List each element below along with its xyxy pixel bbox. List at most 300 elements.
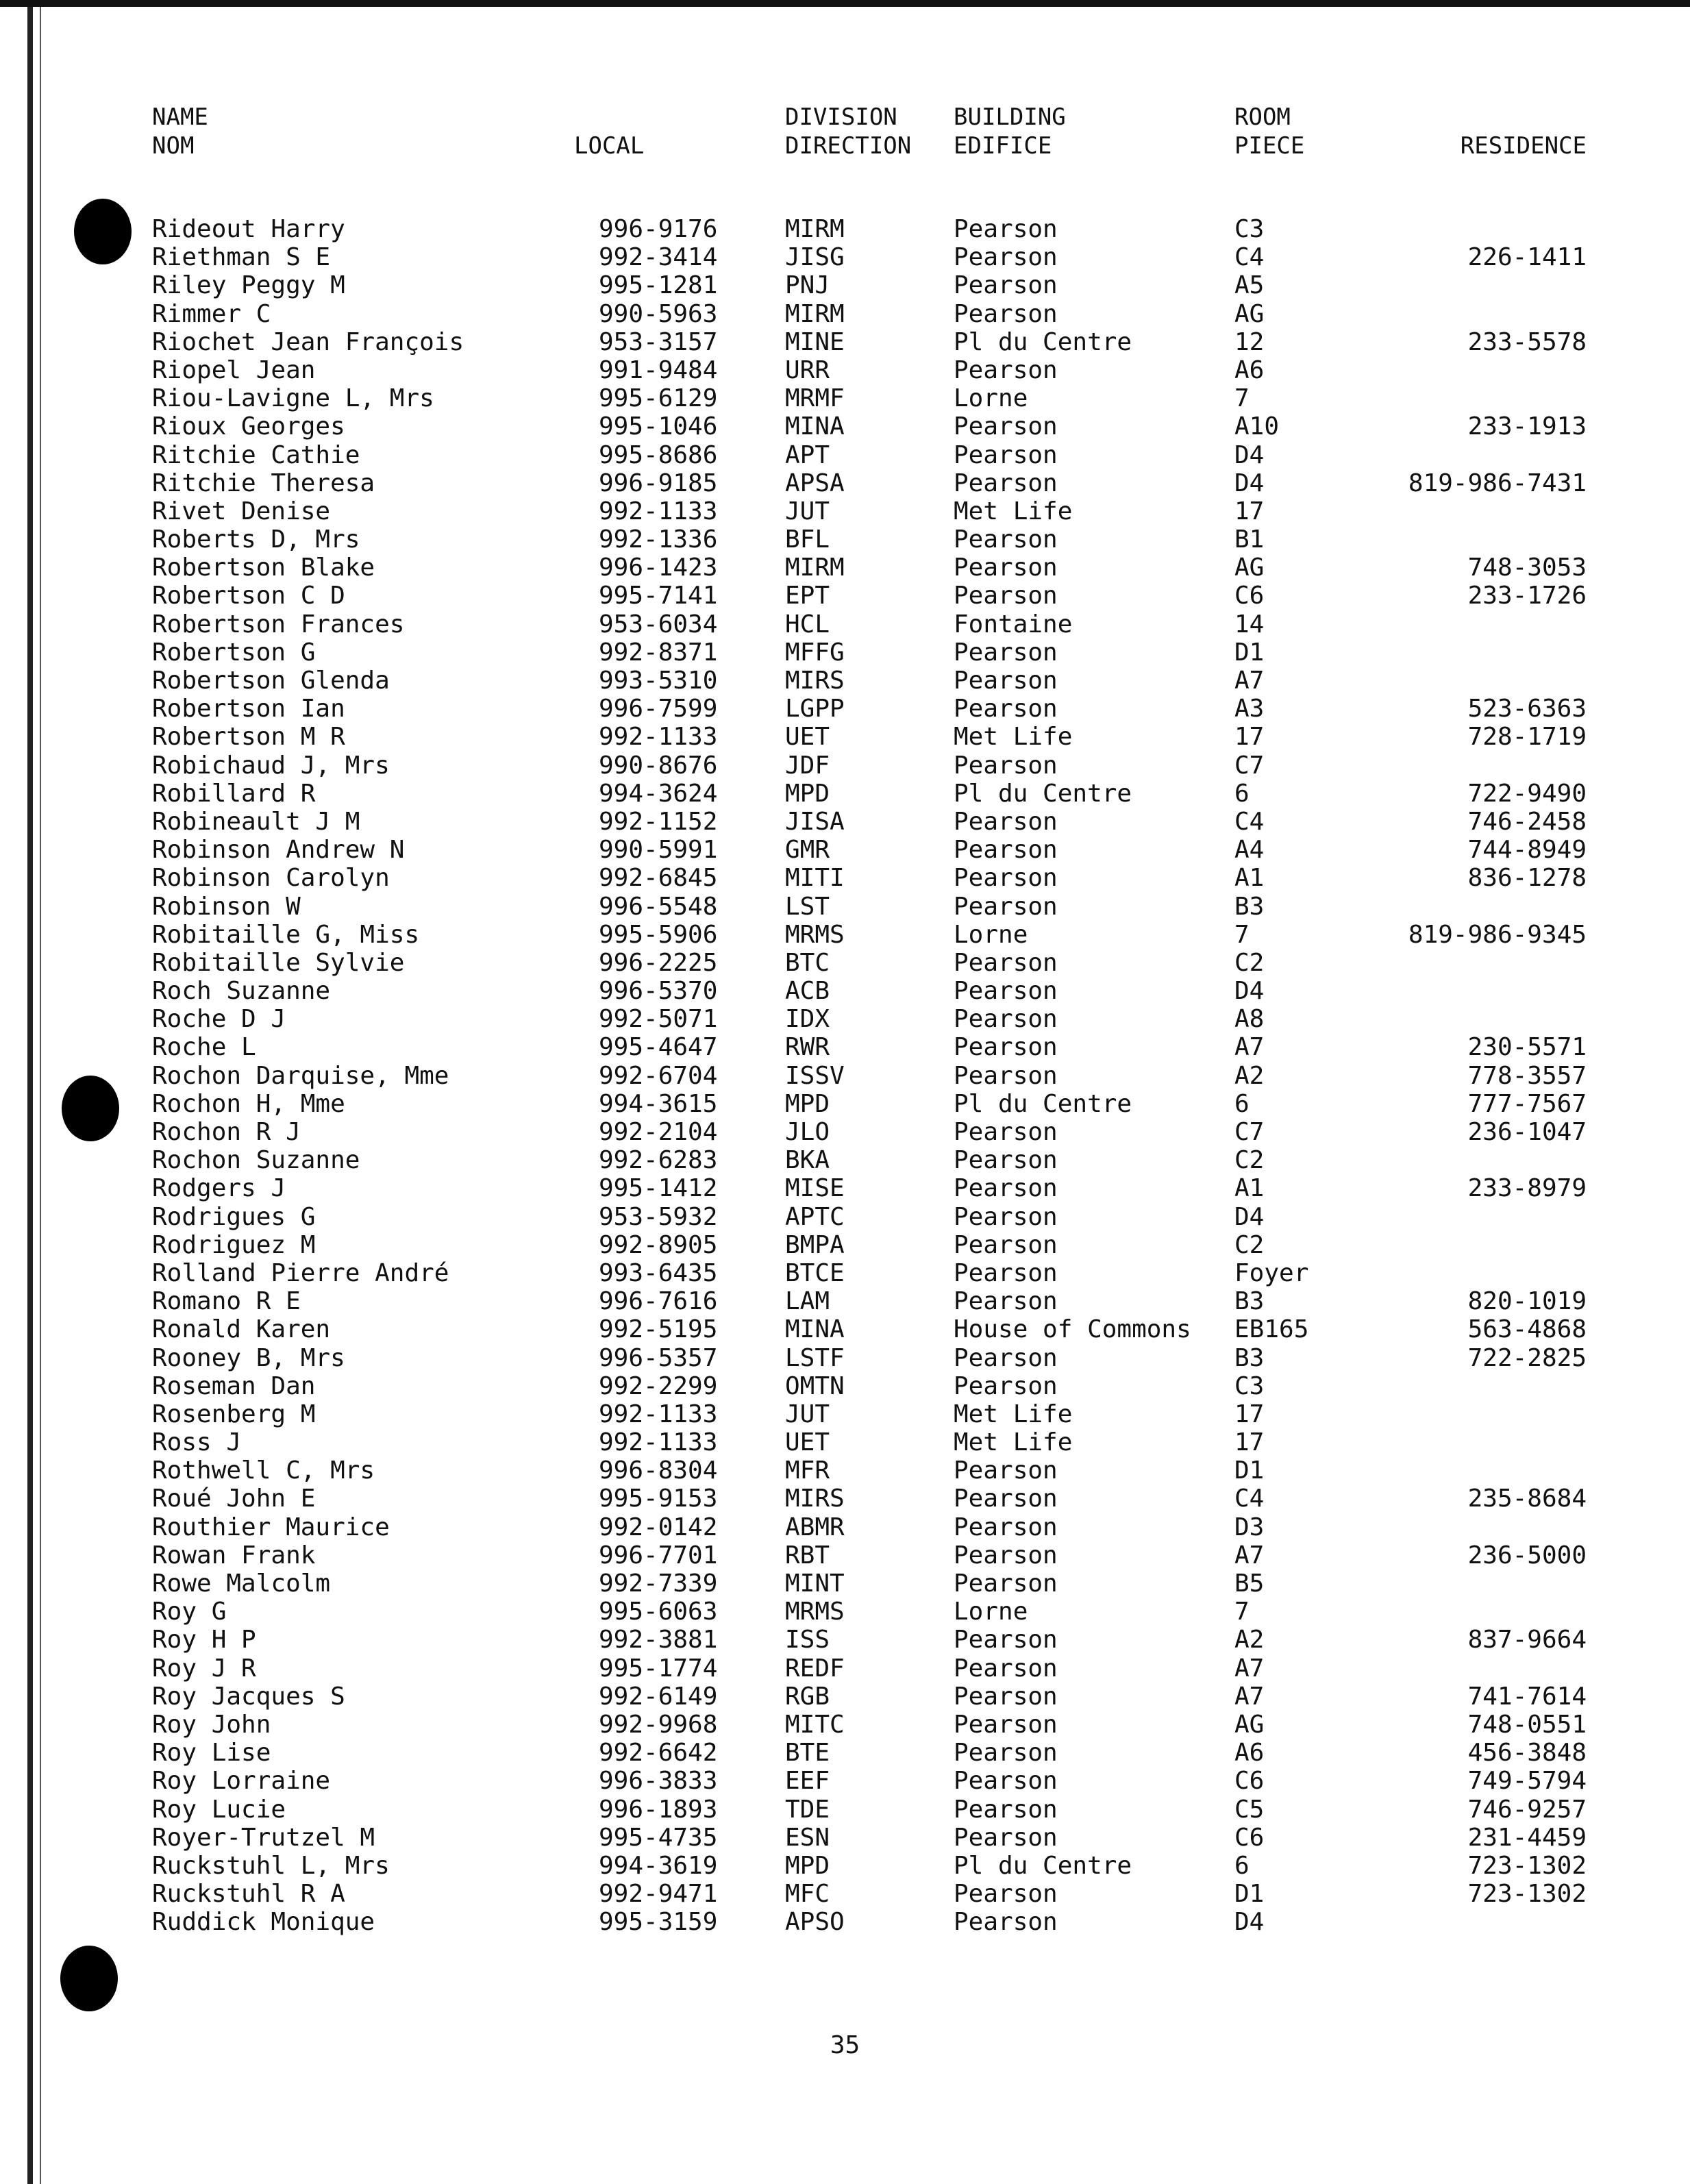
cell-room: B5: [1234, 1569, 1265, 1598]
table-row: [0, 1541, 1690, 1569]
cell-building: Pearson: [954, 299, 1058, 328]
table-row: [0, 893, 1690, 921]
cell-room: C7: [1234, 751, 1265, 780]
cell-building: Pearson: [954, 582, 1058, 610]
cell-name: Robertson C D: [152, 582, 345, 610]
cell-building: Lorne: [954, 1598, 1028, 1626]
cell-room: C4: [1234, 243, 1265, 272]
cell-residence: 748-0551: [1467, 1710, 1587, 1739]
cell-room: D3: [1234, 1513, 1265, 1541]
top-edge-rule: [0, 0, 1690, 7]
cell-division: MFR: [785, 1456, 830, 1485]
cell-division: ACB: [785, 977, 830, 1006]
cell-local: 992-8371: [599, 638, 718, 667]
cell-division: IDX: [785, 1005, 830, 1034]
table-row: [0, 1033, 1690, 1061]
table-row: [0, 1796, 1690, 1824]
cell-building: Pearson: [954, 1033, 1058, 1062]
cell-building: Pearson: [954, 1513, 1058, 1541]
table-row: [0, 1598, 1690, 1626]
table-row: [0, 1880, 1690, 1908]
cell-division: MRMS: [785, 1598, 845, 1626]
cell-division: BTCE: [785, 1258, 845, 1287]
cell-building: Pearson: [954, 1654, 1058, 1683]
cell-building: Met Life: [954, 497, 1073, 525]
cell-residence: 722-2825: [1467, 1343, 1587, 1372]
cell-room: A2: [1234, 1626, 1265, 1654]
cell-room: 6: [1234, 1089, 1250, 1118]
cell-room: A8: [1234, 1005, 1265, 1034]
cell-room: A6: [1234, 1739, 1265, 1767]
cell-room: C2: [1234, 1146, 1265, 1175]
cell-name: Robillard R: [152, 779, 316, 808]
cell-local: 996-7599: [599, 695, 718, 723]
cell-name: Rimmer C: [152, 299, 271, 328]
table-row: [0, 215, 1690, 243]
table-row: [0, 1231, 1690, 1259]
cell-residence: 836-1278: [1467, 864, 1587, 893]
cell-division: JLO: [785, 1118, 830, 1146]
cell-division: JISG: [785, 243, 845, 272]
cell-building: Pearson: [954, 469, 1058, 497]
cell-name: Rothwell C, Mrs: [152, 1456, 375, 1485]
cell-room: B1: [1234, 525, 1265, 554]
cell-name: Robineault J M: [152, 807, 360, 836]
table-row: [0, 1485, 1690, 1513]
table-row: [0, 1711, 1690, 1739]
cell-building: Pearson: [954, 356, 1058, 384]
cell-residence: 235-8684: [1467, 1485, 1587, 1513]
cell-division: APT: [785, 440, 830, 469]
cell-building: Pearson: [954, 412, 1058, 441]
cell-name: Roy Lise: [152, 1739, 271, 1767]
cell-name: Rosenberg M: [152, 1400, 316, 1428]
cell-room: 12: [1234, 327, 1265, 356]
cell-name: Rowan Frank: [152, 1541, 316, 1569]
cell-division: UET: [785, 1428, 830, 1457]
cell-local: 996-8304: [599, 1456, 718, 1485]
cell-local: 995-1281: [599, 271, 718, 300]
table-row: [0, 1203, 1690, 1231]
cell-building: Pl du Centre: [954, 779, 1132, 808]
cell-building: Pearson: [954, 1569, 1058, 1598]
table-row: [0, 1146, 1690, 1174]
cell-building: Pearson: [954, 1880, 1058, 1909]
cell-name: Rochon R J: [152, 1118, 301, 1146]
cell-local: 995-6129: [599, 384, 718, 413]
table-row: [0, 638, 1690, 667]
cell-room: A3: [1234, 695, 1265, 723]
cell-division: MRMF: [785, 384, 845, 413]
cell-residence: 746-2458: [1467, 807, 1587, 836]
cell-division: MIRS: [785, 1485, 845, 1513]
cell-name: Rochon Darquise, Mme: [152, 1061, 449, 1090]
cell-division: UET: [785, 723, 830, 752]
cell-local: 996-7616: [599, 1287, 718, 1316]
cell-local: 992-1133: [599, 497, 718, 525]
cell-building: Pearson: [954, 1456, 1058, 1485]
table-row: [0, 469, 1690, 497]
cell-name: Riley Peggy M: [152, 271, 345, 300]
table-row: [0, 752, 1690, 780]
directory-listing: [0, 215, 1690, 1936]
table-row: [0, 1739, 1690, 1767]
cell-local: 992-7339: [599, 1569, 718, 1598]
cell-division: BTE: [785, 1739, 830, 1767]
cell-name: Roche L: [152, 1033, 256, 1062]
cell-local: 995-4735: [599, 1823, 718, 1852]
cell-room: A7: [1234, 1033, 1265, 1062]
cell-division: REDF: [785, 1654, 845, 1683]
cell-room: C6: [1234, 1767, 1265, 1796]
cell-name: Rivet Denise: [152, 497, 331, 525]
table-row: [0, 356, 1690, 384]
cell-local: 990-8676: [599, 751, 718, 780]
cell-building: Pearson: [954, 751, 1058, 780]
cell-division: MITI: [785, 864, 845, 893]
cell-division: MIRS: [785, 667, 845, 695]
cell-division: HCL: [785, 610, 830, 638]
table-row: [0, 243, 1690, 271]
table-row: [0, 1062, 1690, 1090]
cell-name: Ruckstuhl L, Mrs: [152, 1851, 390, 1880]
cell-name: Ruddick Monique: [152, 1908, 375, 1937]
cell-local: 991-9484: [599, 356, 718, 384]
cell-local: 995-6063: [599, 1598, 718, 1626]
cell-local: 996-1893: [599, 1795, 718, 1824]
cell-name: Robitaille G, Miss: [152, 920, 420, 949]
cell-building: Pearson: [954, 1174, 1058, 1203]
cell-residence: 820-1019: [1467, 1287, 1587, 1316]
cell-local: 995-3159: [599, 1908, 718, 1937]
cell-building: Pearson: [954, 836, 1058, 865]
cell-name: Riopel Jean: [152, 356, 316, 384]
cell-division: BFL: [785, 525, 830, 554]
cell-division: RGB: [785, 1682, 830, 1711]
table-row: [0, 271, 1690, 299]
table-row: [0, 1400, 1690, 1428]
cell-local: 996-9185: [599, 469, 718, 497]
cell-local: 992-2299: [599, 1372, 718, 1400]
cell-name: Robinson Andrew N: [152, 836, 405, 865]
table-row: [0, 864, 1690, 892]
cell-name: Robinson Carolyn: [152, 864, 390, 893]
cell-division: JUT: [785, 1400, 830, 1428]
cell-local: 992-1133: [599, 1400, 718, 1428]
cell-room: C2: [1234, 1230, 1265, 1259]
cell-local: 992-1336: [599, 525, 718, 554]
cell-room: A1: [1234, 1174, 1265, 1203]
cell-local: 992-9968: [599, 1710, 718, 1739]
cell-residence: 837-9664: [1467, 1626, 1587, 1654]
cell-name: Rideout Harry: [152, 215, 345, 243]
cell-division: MISE: [785, 1174, 845, 1203]
cell-room: C6: [1234, 1823, 1265, 1852]
cell-local: 996-1423: [599, 554, 718, 582]
page-number: 35: [830, 2031, 860, 2059]
table-row: [0, 582, 1690, 610]
cell-building: Pearson: [954, 1287, 1058, 1316]
cell-residence: 777-7567: [1467, 1089, 1587, 1118]
cell-name: Roy Jacques S: [152, 1682, 345, 1711]
cell-building: Pearson: [954, 1202, 1058, 1231]
cell-name: Robertson M R: [152, 723, 345, 752]
table-row: [0, 1626, 1690, 1654]
cell-name: Rowe Malcolm: [152, 1569, 331, 1598]
table-row: [0, 1005, 1690, 1033]
cell-local: 992-1133: [599, 1428, 718, 1457]
cell-name: Roy G: [152, 1598, 227, 1626]
cell-local: 992-9471: [599, 1880, 718, 1909]
cell-room: B3: [1234, 1287, 1265, 1316]
cell-room: C4: [1234, 1485, 1265, 1513]
table-row: [0, 1908, 1690, 1936]
cell-building: Pearson: [954, 215, 1058, 243]
table-row: [0, 497, 1690, 525]
cell-local: 992-1152: [599, 807, 718, 836]
cell-residence: 230-5571: [1467, 1033, 1587, 1062]
cell-room: 17: [1234, 497, 1265, 525]
header-name: NAME NOM: [152, 103, 208, 160]
table-row: [0, 667, 1690, 695]
cell-room: A4: [1234, 836, 1265, 865]
cell-local: 995-8686: [599, 440, 718, 469]
cell-room: 7: [1234, 920, 1250, 949]
cell-local: 992-0142: [599, 1513, 718, 1541]
cell-residence: 456-3848: [1467, 1739, 1587, 1767]
cell-room: D4: [1234, 440, 1265, 469]
cell-building: Pearson: [954, 525, 1058, 554]
cell-division: APSO: [785, 1908, 845, 1937]
cell-local: 992-3881: [599, 1626, 718, 1654]
cell-building: Pearson: [954, 1710, 1058, 1739]
cell-building: Pearson: [954, 1230, 1058, 1259]
cell-building: Pearson: [954, 948, 1058, 977]
cell-name: Robinson W: [152, 892, 301, 921]
cell-residence: 744-8949: [1467, 836, 1587, 865]
cell-division: MINA: [785, 1315, 845, 1344]
cell-division: OMTN: [785, 1372, 845, 1400]
cell-name: Roy Lorraine: [152, 1767, 331, 1796]
cell-division: ABMR: [785, 1513, 845, 1541]
cell-local: 995-4647: [599, 1033, 718, 1062]
table-row: [0, 1287, 1690, 1315]
cell-division: URR: [785, 356, 830, 384]
cell-room: A7: [1234, 667, 1265, 695]
cell-name: Riochet Jean François: [152, 327, 464, 356]
cell-local: 995-7141: [599, 582, 718, 610]
cell-building: Pearson: [954, 1795, 1058, 1824]
cell-residence: 728-1719: [1467, 723, 1587, 752]
cell-residence: 233-8979: [1467, 1174, 1587, 1203]
cell-division: MINA: [785, 412, 845, 441]
header-residence: RESIDENCE: [1460, 132, 1587, 160]
cell-room: C6: [1234, 582, 1265, 610]
table-row: [0, 808, 1690, 836]
cell-building: Pearson: [954, 807, 1058, 836]
cell-local: 994-3615: [599, 1089, 718, 1118]
cell-building: Pearson: [954, 243, 1058, 272]
cell-room: D1: [1234, 1880, 1265, 1909]
cell-building: Pearson: [954, 1767, 1058, 1796]
header-building: BUILDING EDIFICE: [954, 103, 1066, 160]
cell-local: 992-8905: [599, 1230, 718, 1259]
cell-building: Pearson: [954, 554, 1058, 582]
table-row: [0, 1174, 1690, 1202]
table-row: [0, 328, 1690, 356]
cell-residence: 563-4868: [1467, 1315, 1587, 1344]
cell-residence: 748-3053: [1467, 554, 1587, 582]
cell-local: 992-1133: [599, 723, 718, 752]
cell-name: Roseman Dan: [152, 1372, 316, 1400]
table-row: [0, 300, 1690, 328]
cell-name: Robertson Frances: [152, 610, 405, 638]
table-row: [0, 1259, 1690, 1287]
cell-room: D1: [1234, 1456, 1265, 1485]
cell-name: Romano R E: [152, 1287, 301, 1316]
cell-residence: 226-1411: [1467, 243, 1587, 272]
cell-division: MIRM: [785, 299, 845, 328]
cell-room: C3: [1234, 215, 1265, 243]
cell-building: House of Commons: [954, 1315, 1191, 1344]
table-row: [0, 610, 1690, 638]
cell-room: C5: [1234, 1795, 1265, 1824]
cell-building: Pl du Centre: [954, 1089, 1132, 1118]
cell-name: Roberts D, Mrs: [152, 525, 360, 554]
cell-division: APSA: [785, 469, 845, 497]
cell-name: Royer-Trutzel M: [152, 1823, 375, 1852]
table-row: [0, 441, 1690, 469]
cell-name: Robichaud J, Mrs: [152, 751, 390, 780]
cell-residence: 723-1302: [1467, 1851, 1587, 1880]
cell-room: A10: [1234, 412, 1280, 441]
cell-local: 992-6149: [599, 1682, 718, 1711]
cell-room: A7: [1234, 1682, 1265, 1711]
cell-name: Riou-Lavigne L, Mrs: [152, 384, 434, 413]
cell-division: APTC: [785, 1202, 845, 1231]
cell-building: Met Life: [954, 723, 1073, 752]
table-row: [0, 1824, 1690, 1852]
cell-building: Pl du Centre: [954, 1851, 1132, 1880]
cell-room: AG: [1234, 1710, 1265, 1739]
cell-building: Met Life: [954, 1428, 1073, 1457]
cell-building: Pearson: [954, 1343, 1058, 1372]
cell-division: LAM: [785, 1287, 830, 1316]
header-local: LOCAL: [574, 132, 645, 160]
cell-local: 995-1046: [599, 412, 718, 441]
cell-name: Routhier Maurice: [152, 1513, 390, 1541]
cell-room: A7: [1234, 1541, 1265, 1569]
cell-local: 990-5991: [599, 836, 718, 865]
cell-local: 995-9153: [599, 1485, 718, 1513]
cell-name: Roy J R: [152, 1654, 256, 1683]
header-room: ROOM PIECE: [1234, 103, 1305, 160]
cell-division: EEF: [785, 1767, 830, 1796]
cell-division: MFFG: [785, 638, 845, 667]
cell-local: 992-2104: [599, 1118, 718, 1146]
cell-local: 992-6642: [599, 1739, 718, 1767]
cell-name: Ritchie Theresa: [152, 469, 375, 497]
cell-division: JISA: [785, 807, 845, 836]
cell-name: Ritchie Cathie: [152, 440, 360, 469]
cell-name: Rodgers J: [152, 1174, 286, 1203]
cell-building: Pearson: [954, 1541, 1058, 1569]
table-row: [0, 1852, 1690, 1880]
cell-local: 996-5370: [599, 977, 718, 1006]
cell-division: MFC: [785, 1880, 830, 1909]
table-row: [0, 921, 1690, 949]
cell-division: RBT: [785, 1541, 830, 1569]
cell-room: Foyer: [1234, 1258, 1309, 1287]
cell-building: Pearson: [954, 864, 1058, 893]
table-row: [0, 1118, 1690, 1146]
cell-residence: 233-1913: [1467, 412, 1587, 441]
cell-building: Pearson: [954, 1739, 1058, 1767]
cell-division: MPD: [785, 1851, 830, 1880]
table-row: [0, 1767, 1690, 1795]
cell-local: 990-5963: [599, 299, 718, 328]
cell-division: LGPP: [785, 695, 845, 723]
cell-division: ISS: [785, 1626, 830, 1654]
cell-local: 993-5310: [599, 667, 718, 695]
cell-local: 953-6034: [599, 610, 718, 638]
cell-local: 995-1774: [599, 1654, 718, 1683]
cell-local: 953-3157: [599, 327, 718, 356]
cell-division: LST: [785, 892, 830, 921]
cell-name: Riethman S E: [152, 243, 331, 272]
cell-local: 996-5357: [599, 1343, 718, 1372]
cell-room: 6: [1234, 1851, 1250, 1880]
header-division: DIVISION DIRECTION: [785, 103, 912, 160]
cell-building: Pl du Centre: [954, 327, 1132, 356]
cell-room: A2: [1234, 1061, 1265, 1090]
cell-residence: 233-5578: [1467, 327, 1587, 356]
cell-room: D4: [1234, 469, 1265, 497]
table-row: [0, 1428, 1690, 1456]
cell-division: ISSV: [785, 1061, 845, 1090]
cell-name: Roy John: [152, 1710, 271, 1739]
cell-residence: 778-3557: [1467, 1061, 1587, 1090]
cell-name: Robertson Glenda: [152, 667, 390, 695]
table-row: [0, 695, 1690, 723]
cell-room: 17: [1234, 1428, 1265, 1457]
cell-building: Lorne: [954, 384, 1028, 413]
table-row: [0, 1683, 1690, 1711]
cell-room: B3: [1234, 1343, 1265, 1372]
cell-local: 994-3619: [599, 1851, 718, 1880]
cell-room: 6: [1234, 779, 1250, 808]
cell-local: 996-5548: [599, 892, 718, 921]
cell-division: BKA: [785, 1146, 830, 1175]
cell-room: 14: [1234, 610, 1265, 638]
cell-name: Rooney B, Mrs: [152, 1343, 345, 1372]
cell-division: LSTF: [785, 1343, 845, 1372]
table-row: [0, 1090, 1690, 1118]
cell-local: 995-1412: [599, 1174, 718, 1203]
cell-name: Roch Suzanne: [152, 977, 331, 1006]
table-row: [0, 1315, 1690, 1343]
cell-room: 17: [1234, 723, 1265, 752]
cell-building: Met Life: [954, 1400, 1073, 1428]
cell-name: Ruckstuhl R A: [152, 1880, 345, 1909]
cell-division: MITC: [785, 1710, 845, 1739]
table-row: [0, 384, 1690, 412]
cell-local: 996-2225: [599, 948, 718, 977]
cell-division: MIRM: [785, 215, 845, 243]
cell-division: MPD: [785, 1089, 830, 1118]
cell-name: Roy Lucie: [152, 1795, 286, 1824]
cell-room: A5: [1234, 271, 1265, 300]
